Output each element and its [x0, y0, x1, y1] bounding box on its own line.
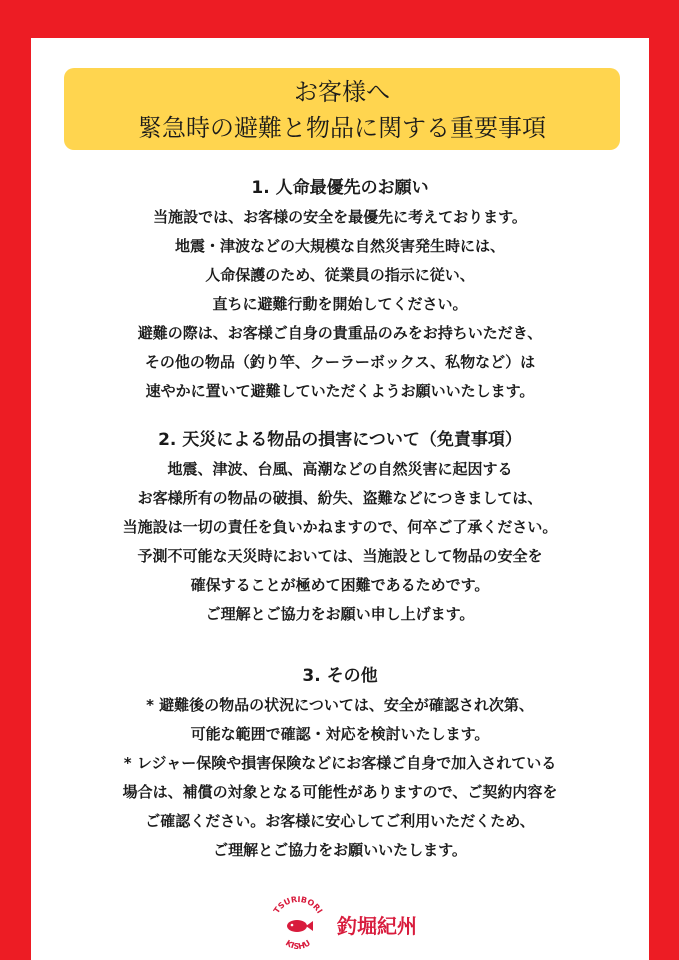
- section-line: ご確認ください。お客様に安心してご利用いただくため、: [145, 812, 535, 830]
- section-disclaimer: [31, 426, 649, 629]
- section-line: 場合は、補償の対象となる可能性がありますので、ご契約内容を: [122, 783, 558, 801]
- section-other: [31, 662, 649, 865]
- section-heading: 1. 人命最優先のお願い: [251, 178, 429, 198]
- section-line: 予測不可能な天災時においては、当施設として物品の安全を: [137, 547, 543, 565]
- section-line: ご理解とご協力をお願いいたします。: [213, 841, 467, 859]
- logo-wordmark: 釣堀紀州: [337, 914, 417, 938]
- title-line-1: お客様へ: [294, 78, 390, 106]
- fish-logo-icon: [267, 894, 329, 956]
- svg-text:TSURIBORI: [272, 895, 324, 915]
- section-line: 当施設では、お客様の安全を最優先に考えております。: [153, 208, 527, 226]
- section-line: 可能な範囲で確認・対応を検討いたします。: [190, 725, 490, 743]
- section-line: 当施設は一切の責任を負いかねますので、何卒ご了承ください。: [122, 518, 558, 536]
- section-line: * 避難後の物品の状況については、安全が確認され次第、: [146, 696, 534, 714]
- section-line: その他の物品（釣り竿、クーラーボックス、私物など）は: [144, 353, 536, 371]
- svg-text:KISHU: [284, 938, 312, 951]
- section-line: 避難の際は、お客様ご自身の貴重品のみをお持ちいただき、: [137, 324, 543, 342]
- section-heading: 3. その他: [302, 666, 378, 686]
- logo-arc-top: TSURIBORI: [271, 894, 325, 916]
- title-banner: [64, 68, 620, 150]
- section-line: 人命保護のため、従業員の指示に従い、: [205, 266, 475, 284]
- logo-arc-bottom: KISHU: [283, 938, 313, 952]
- section-heading: 2. 天災による物品の損害について（免責事項）: [158, 430, 522, 450]
- section-line: お客様所有の物品の破損、紛失、盗難などにつきましては、: [137, 489, 543, 507]
- section-line: 直ちに避難行動を開始してください。: [212, 295, 468, 313]
- section-line: ご理解とご協力をお願い申し上げます。: [205, 605, 475, 623]
- section-line: 速やかに置いて避難していただくようお願いいたします。: [145, 382, 535, 400]
- section-line: * レジャー保険や損害保険などにお客様ご自身で加入されている: [123, 754, 557, 772]
- section-life-first: [31, 174, 649, 406]
- section-line: 確保することが極めて困難であるためです。: [190, 576, 490, 594]
- title-line-2: 緊急時の避難と物品に関する重要事項: [138, 114, 546, 142]
- section-line: 地震・津波などの大規模な自然災害発生時には、: [174, 237, 505, 255]
- section-line: 地震、津波、台風、高潮などの自然災害に起因する: [167, 460, 513, 478]
- brand-logo: [267, 894, 427, 956]
- notice-sheet: [31, 38, 649, 960]
